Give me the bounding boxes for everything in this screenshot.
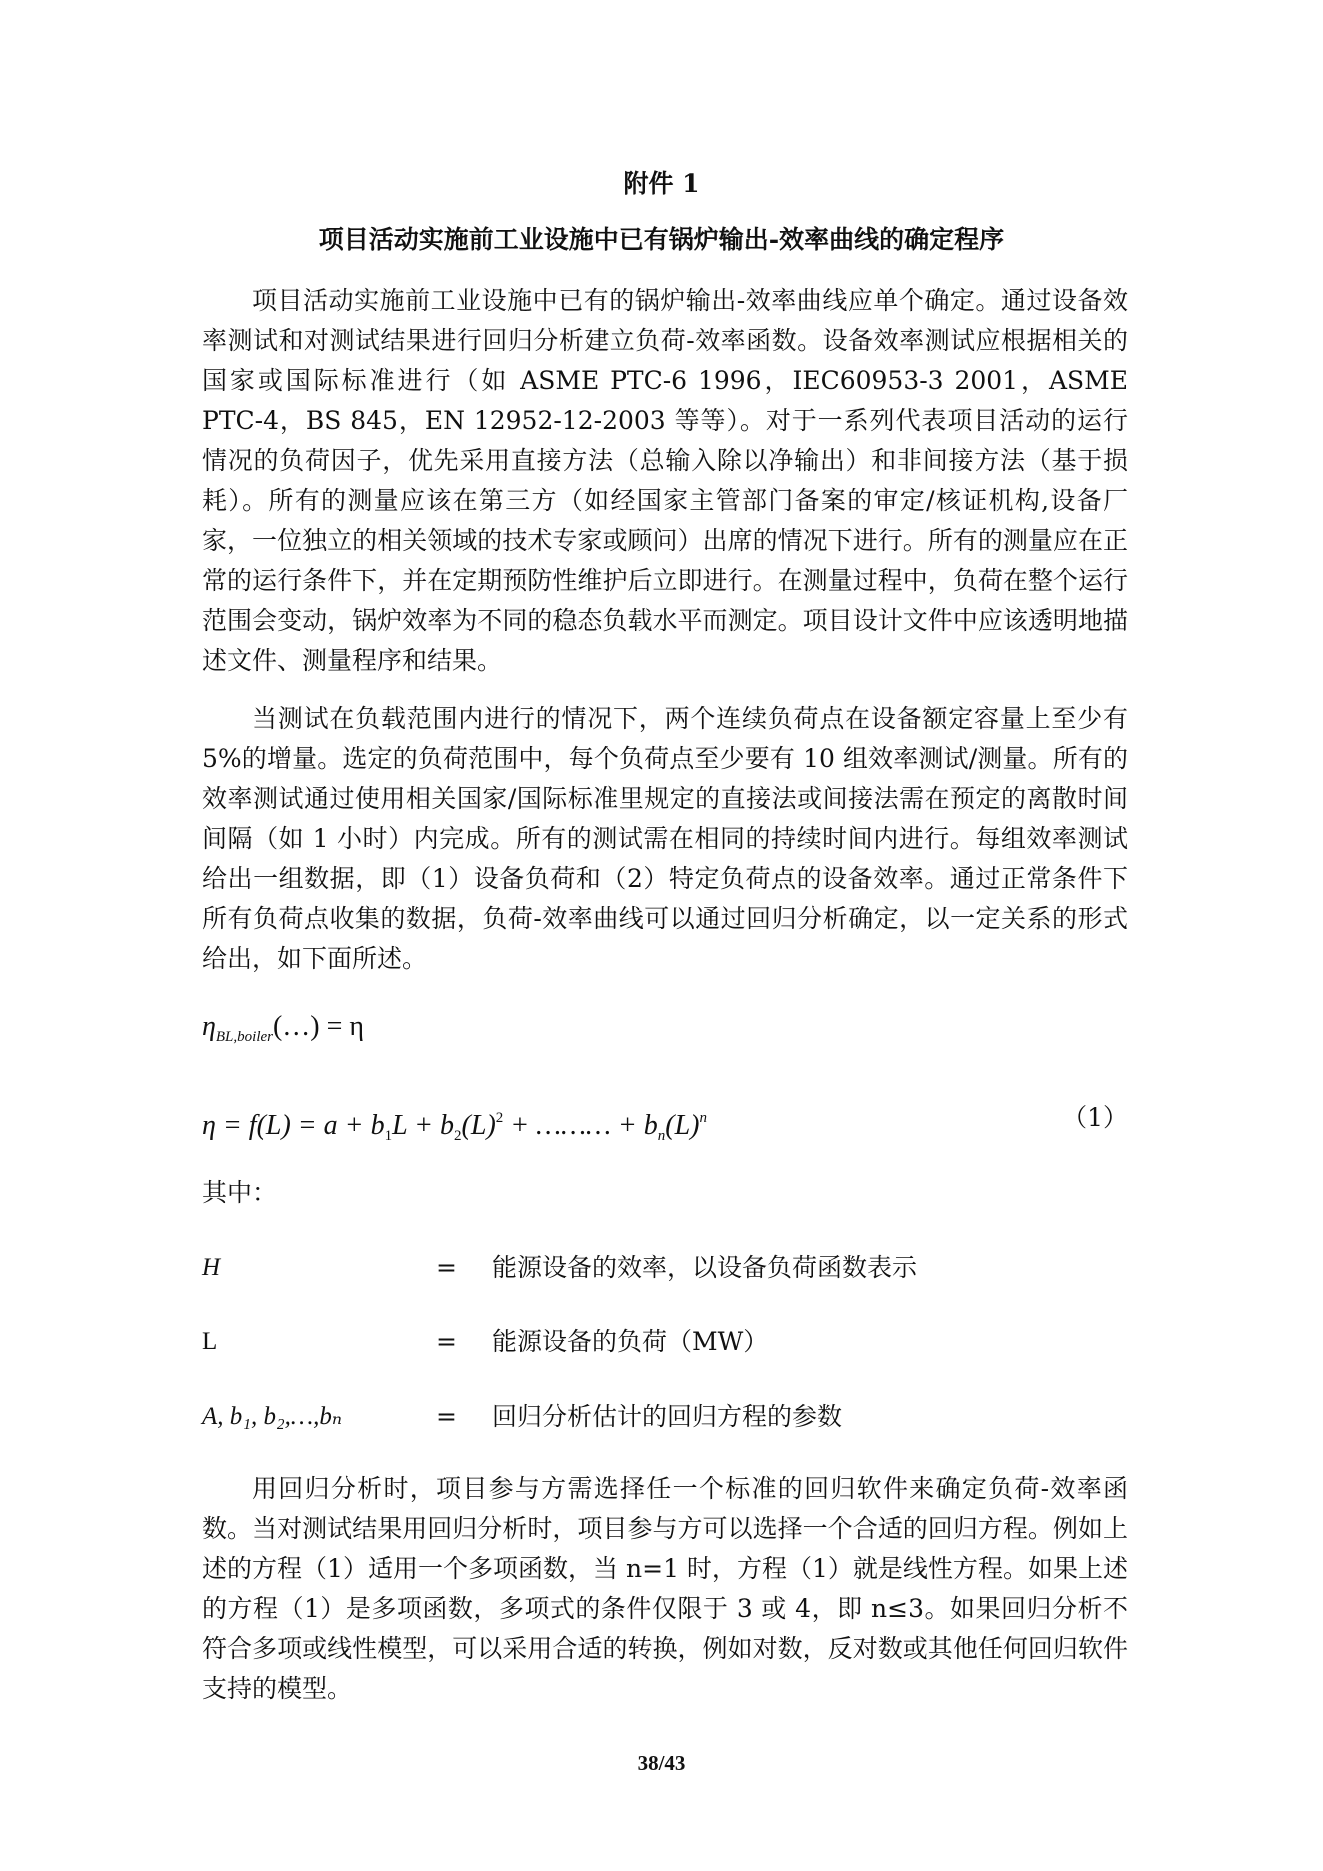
definition-equals: =: [436, 1327, 457, 1356]
formula-subscript: BL,boiler: [215, 1029, 273, 1045]
definition-description: 能源设备的效率，以设备负荷函数表示: [492, 1253, 918, 1282]
formula-part-d: + ……… + b: [503, 1110, 658, 1141]
formula-part-c: (L): [461, 1110, 496, 1141]
formula-sub-2: 2: [454, 1128, 462, 1144]
paragraph-intro: [202, 281, 1128, 681]
definition-row: [202, 1248, 1128, 1288]
formula-part-b: L + b: [392, 1110, 455, 1141]
formula-sub-1: 1: [384, 1128, 393, 1144]
definition-row: [202, 1397, 1128, 1437]
formula-efficiency-definition: [202, 1007, 364, 1057]
formula-lhs: η: [202, 1011, 216, 1042]
equation-number: （1）: [1062, 1103, 1128, 1132]
paragraph-text: 项目活动实施前工业设施中已有的锅炉输出-效率曲线应单个确定。通过设备效率测试和对测试结果进行回归分析建立负荷-效率函数。设备效率测试应根据相关的国家或国际标准进行（如 ASME PTC-6 1996，IEC60953-3 2001，ASME PTC-4，BS 845，EN 12952-12-2003 等等）。对于一系列代表项目活动的运行情况的负荷因子，优先采用直接方法（总输入除以净输出）和非间接方法（基于损耗）。所有的测量应该在第三方（如经国家主管部门备案的审定/核证机构,设备厂家，一位独立的相关领域的技术专家或顾问）出席的情况下进行。所有的测量应在正常的运行条件下，并在定期预防性维护后立即进行。在测量过程中，负荷在整个运行范围会变动，锅炉效率为不同的稳态负载水平而测定。项目设计文件中应该透明地描述文件、测量程序和结果。: [202, 286, 1128, 675]
definition-row: [202, 1322, 1128, 1362]
paragraph-testing: [202, 699, 1128, 979]
annex-title: 附件 1: [623, 169, 700, 198]
formula-part-e: (L): [665, 1110, 700, 1141]
definition-equals: =: [436, 1402, 457, 1431]
paragraph-text: 当测试在负载范围内进行的情况下，两个连续负荷点在设备额定容量上至少有 5%的增量。选定的负荷范围中，每个负荷点至少要有 10 组效率测试/测量。所有的效率测试通过使用相关国家/国际标准里规定的直接法或间接法需在预定的离散时间间隔（如 1 小时）内完成。所有的测试需在相同的持续时间内进行。每组效率测试给出一组数据，即（1）设备负荷和（2）特定负荷点的设备效率。通过正常条件下所有负荷点收集的数据，负荷-效率曲线可以通过回归分析确定，以一定关系的形式给出，如下面所述。: [202, 704, 1128, 973]
formula-regression: [202, 1098, 707, 1156]
formula-sup-2: 2: [495, 1110, 504, 1126]
page-number: 38/43: [637, 1751, 686, 1775]
formula-sup-n: n: [699, 1110, 707, 1126]
definition-symbol: H: [202, 1254, 221, 1281]
paragraph-text: 用回归分析时，项目参与方需选择任一个标准的回归软件来确定负荷-效率函数。当对测试结果用回归分析时，项目参与方可以选择一个合适的回归方程。例如上述的方程（1）适用一个多项函数，当 n=1 时，方程（1）就是线性方程。如果上述的方程（1）是多项函数，多项式的条件仅限于 3 或 4，即 n≤3。如果回归分析不符合多项或线性模型，可以采用合适的转换，例如对数，反对数或其他任何回归软件支持的模型。: [202, 1474, 1128, 1703]
definition-symbol: L: [202, 1328, 218, 1355]
definition-description: 回归分析估计的回归方程的参数: [492, 1402, 843, 1431]
wherein-label: 其中：: [202, 1178, 278, 1207]
formula-sub-n: n: [657, 1128, 666, 1144]
formula-rhs: (…) = η: [272, 1011, 365, 1042]
section-title: 项目活动实施前工业设施中已有锅炉输出-效率曲线的确定程序: [318, 225, 1005, 254]
formula-part-a: η = f(L) = a + b: [202, 1110, 385, 1141]
definition-symbol: A, b₁, b₂,…,bₙ: [202, 1403, 343, 1430]
paragraph-regression: [202, 1469, 1128, 1709]
definition-equals: =: [436, 1253, 457, 1282]
definition-description: 能源设备的负荷（MW）: [492, 1327, 769, 1356]
